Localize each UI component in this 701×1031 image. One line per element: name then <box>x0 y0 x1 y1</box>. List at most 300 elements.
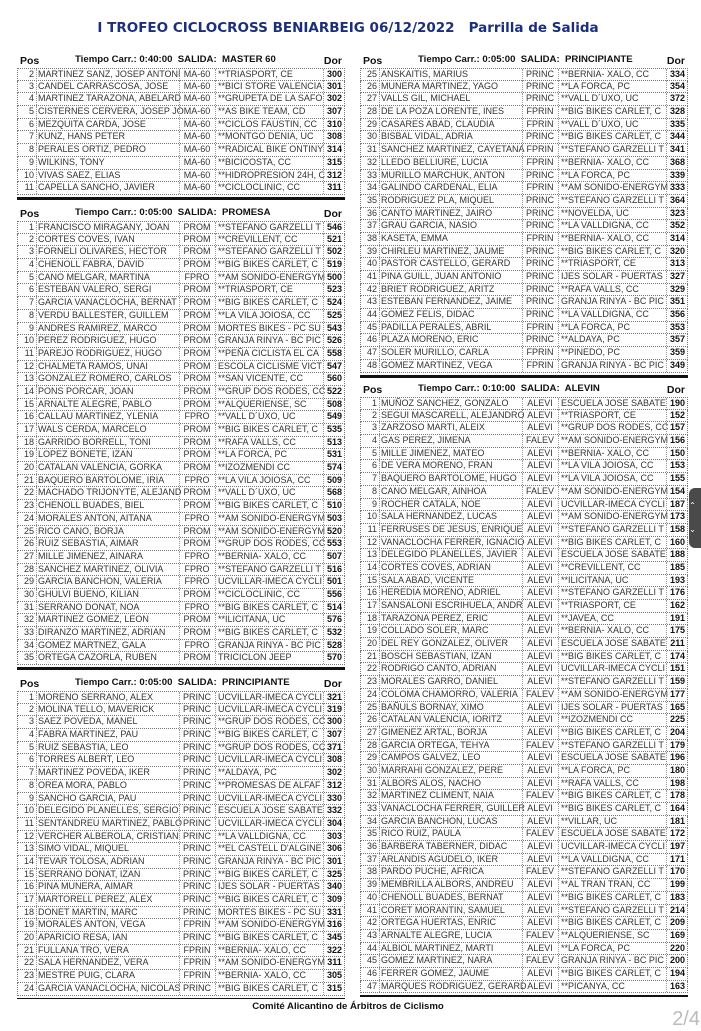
rider-cat: PRINC <box>179 983 214 995</box>
rider-dor: 520 <box>323 526 345 538</box>
rider-club: UCVILLAR-IMECA CYCLI <box>215 754 324 766</box>
rider-pos: 23 <box>23 500 34 511</box>
table-row <box>17 170 345 183</box>
rider-name: MARRAHI GONZALEZ, PERE <box>379 765 521 777</box>
race-time: Tiempo Carr.: 0:10:00 <box>418 383 516 394</box>
rider-cat: FALEV <box>522 435 557 447</box>
rider-club: TRICICLON JEEP <box>215 652 324 664</box>
rider-name: GARCIA BANCHON, LUCAS <box>379 816 521 828</box>
rider-dor: 187 <box>666 499 688 511</box>
rider-name: MARQUES RODRIGUEZ, GERARD <box>381 980 527 991</box>
rider-dor: 211 <box>666 638 688 650</box>
rider-name: GALINDO CARDENAL, ELIA <box>379 182 521 194</box>
rider-dor: 547 <box>323 361 345 373</box>
rider-dor: 322 <box>323 945 345 957</box>
rider-club: **BIG BIKES CARLET, C <box>215 424 324 436</box>
table-row <box>17 983 345 996</box>
rider-pos: 6 <box>28 754 34 765</box>
rider-club: **PEÑA CICLISTA EL CA <box>215 348 324 360</box>
table-row <box>360 778 688 791</box>
table-row <box>360 296 688 309</box>
rider-dor: 165 <box>666 702 688 714</box>
rider-name: CISTERNES CERVERA, JOSEP JO <box>38 106 184 117</box>
rider-pos: 18 <box>23 906 34 917</box>
rider-dor: 351 <box>666 296 688 308</box>
rider-pos: 41 <box>366 904 377 915</box>
rider-dor: 160 <box>666 537 688 549</box>
section-divider <box>17 197 345 200</box>
dor-header: Dor <box>323 678 342 690</box>
rider-name: DONET MARTIN, MARC <box>36 907 178 919</box>
table-row <box>17 131 345 144</box>
rider-club: **GRUP DOS RODES, CC <box>215 386 324 398</box>
rider-name: CHALMETA RAMOS, UNAI <box>36 361 178 373</box>
rider-dor: 308 <box>323 754 345 766</box>
rider-name: ORTEGA CAZORLA, RUBEN <box>36 652 178 664</box>
rider-cat: ALEVI <box>522 765 557 777</box>
rider-cat: FPRIN <box>522 360 557 372</box>
rider-cat: ALEVI <box>522 676 557 688</box>
rider-cat: FPRIN <box>522 144 557 156</box>
scroll-controls <box>689 488 701 548</box>
rider-cat: FPRO <box>179 475 214 487</box>
rider-club: ESCUELA JOSE SABATE <box>558 638 667 650</box>
rider-club: **ALDAYA, PC <box>558 334 667 346</box>
rider-name: TEVAR TOLOSA, ADRIAN <box>36 856 178 868</box>
start-list-section <box>17 205 345 670</box>
rider-name: BAQUERO BARTOLOME, HUGO <box>379 473 521 485</box>
rider-club: **IZOZMENDI CC <box>558 714 667 726</box>
rider-pos: 5 <box>28 741 34 752</box>
document-subtitle: Parrilla de Salida <box>468 20 599 36</box>
rider-dor: 181 <box>666 816 688 828</box>
rider-club: **GRUP DOS RODES, CC <box>558 422 667 434</box>
rider-cat: PRINC <box>179 894 214 906</box>
rider-club: **SAN VICENTE, CC <box>215 373 324 385</box>
table-row <box>360 144 688 157</box>
salida-label: SALIDA: <box>520 54 560 65</box>
rider-cat: FPRIN <box>179 970 214 982</box>
rider-cat: ALEVI <box>522 600 557 612</box>
rider-pos: 9 <box>28 322 34 333</box>
table-row <box>17 538 345 551</box>
rider-cat: PROM <box>179 399 214 411</box>
rider-cat: ALEVI <box>522 752 557 764</box>
rider-club: **LA VILA JOIOSA, CC <box>558 460 667 472</box>
table-row <box>17 373 345 386</box>
rider-dor: 310 <box>323 119 345 131</box>
rider-club: **LA FORCA, PC <box>558 943 667 955</box>
rider-club: **STEFANO GARZELLI T <box>558 524 667 536</box>
rider-name: CANDEL CARRASCOSA, JOSE <box>36 81 178 93</box>
rider-cat: MA-60 <box>179 170 214 182</box>
rider-cat: PRINC <box>522 309 557 321</box>
rider-name: PADILLA PERALES, ABRIL <box>379 322 521 334</box>
rider-pos: 17 <box>23 894 34 904</box>
rider-pos: 1 <box>371 398 377 408</box>
page-indicator: 2/4 <box>672 1008 700 1030</box>
rider-cat: PRINC <box>179 767 214 779</box>
rider-dor: 344 <box>666 131 688 143</box>
table-row <box>17 589 345 602</box>
table-row <box>17 526 345 539</box>
rider-cat: PROM <box>179 335 214 347</box>
table-row <box>17 894 345 907</box>
rider-dor: 330 <box>323 793 345 805</box>
table-row <box>17 335 345 348</box>
rider-dor: 560 <box>323 373 345 385</box>
rider-club: UCVILLAR-IMECA CYCLI <box>558 663 667 675</box>
rider-pos: 27 <box>366 93 377 104</box>
rider-dor: 521 <box>323 234 345 246</box>
rider-pos: 18 <box>23 436 34 447</box>
pos-header: Pos <box>363 384 383 396</box>
rider-cat: FALEV <box>522 930 557 942</box>
rider-cat: ALEVI <box>522 499 557 511</box>
rider-pos: 22 <box>366 663 377 674</box>
table-row <box>17 119 345 132</box>
rider-dor: 327 <box>666 271 688 283</box>
rider-pos: 5 <box>371 447 377 458</box>
rider-name: SIMO VIDAL, MIQUEL <box>36 843 178 855</box>
rider-pos: 24 <box>23 512 34 523</box>
rider-cat: ALEVI <box>522 879 557 891</box>
rider-dor: 204 <box>666 727 688 739</box>
rider-name: MILLE JIMENEZ, AINARA <box>36 551 178 563</box>
rider-pos: 20 <box>366 638 377 649</box>
pos-header: Pos <box>363 55 383 67</box>
rider-pos: 22 <box>23 957 34 968</box>
rider-cat: ALEVI <box>522 981 557 993</box>
rider-cat: PRINC <box>179 729 214 741</box>
rider-dor: 191 <box>666 613 688 625</box>
rider-club: **STEFANO GARZELLI T <box>558 740 667 752</box>
rider-dor: 313 <box>666 258 688 270</box>
rider-dor: 185 <box>666 562 688 574</box>
table-row <box>360 600 688 613</box>
rider-pos: 7 <box>28 297 34 308</box>
rider-pos: 26 <box>23 538 34 549</box>
rider-pos: 21 <box>23 474 34 485</box>
rider-club: **IZOZMENDI CC <box>215 462 324 474</box>
rider-name: MEZQUITA CARDA, JOSE <box>36 119 178 131</box>
table-row <box>17 157 345 170</box>
rider-table <box>17 691 345 996</box>
rider-cat: ALEVI <box>522 943 557 955</box>
rider-dor: 574 <box>323 462 345 474</box>
rider-name: CASARES ABAD, CLAUDIA <box>379 119 521 131</box>
rider-cat: ALEVI <box>522 841 557 853</box>
table-row <box>17 754 345 767</box>
rider-dor: 173 <box>666 511 688 523</box>
rider-dor: 323 <box>666 208 688 220</box>
rider-cat: ALEVI <box>522 398 557 410</box>
rider-name: BARBERA TABERNER, DIDAC <box>379 841 521 853</box>
rider-club: **CICLOCLINIC, CC <box>215 182 324 194</box>
rider-name: SOLER MURILLO, CARLA <box>379 347 521 359</box>
rider-name: RODRIGO CANTO, ADRIAN <box>379 663 521 675</box>
rider-pos: 32 <box>23 614 34 625</box>
rider-name: CHENOLL BUADES, BERNAT <box>379 892 521 904</box>
rider-name: TARAZONA PEREZ, ERIC <box>379 613 521 625</box>
rider-dor: 200 <box>666 955 688 967</box>
rider-dor: 311 <box>323 182 345 194</box>
rider-dor: 154 <box>666 486 688 498</box>
table-row <box>17 272 345 285</box>
rider-dor: 353 <box>666 322 688 334</box>
table-row <box>17 462 345 475</box>
rider-pos: 47 <box>366 980 377 991</box>
rider-table <box>17 68 345 195</box>
rider-cat: FPRO <box>179 564 214 576</box>
table-row <box>17 475 345 488</box>
rider-dor: 349 <box>666 360 688 372</box>
rider-dor: 171 <box>666 854 688 866</box>
rider-pos: 4 <box>28 93 34 104</box>
document-title <box>0 20 696 36</box>
rider-cat: PRINC <box>179 818 214 830</box>
rider-pos: 6 <box>371 460 377 471</box>
rider-club: **BIG BIKES CARLET, C <box>558 892 667 904</box>
rider-dor: 523 <box>323 284 345 296</box>
rider-cat: PRINC <box>179 754 214 766</box>
rider-club: **LA VALLDIGNA, CC <box>558 220 667 232</box>
rider-cat: ALEVI <box>522 727 557 739</box>
section-header <box>17 52 345 68</box>
section-header <box>360 381 688 397</box>
rider-club: **TRIASPORT, CE <box>558 600 667 612</box>
rider-club: ESCUELA JOSE SABATE <box>558 398 667 410</box>
rider-pos: 4 <box>371 435 377 446</box>
rider-cat: FPRIN <box>522 182 557 194</box>
rider-pos: 46 <box>366 967 377 978</box>
salida-label: SALIDA: <box>177 54 217 65</box>
rider-dor: 316 <box>323 919 345 931</box>
rider-pos: 15 <box>23 398 34 409</box>
rider-name: SANCHO GARCIA, PAU <box>36 793 178 805</box>
rider-name: CHIRLEU MARTINEZ, JAUME <box>379 246 521 258</box>
rider-pos: 4 <box>28 729 34 740</box>
rider-name: CORTES COVES, ADRIAN <box>379 562 521 574</box>
rider-name: ESTEBAN VALERO, SERGI <box>36 284 178 296</box>
rider-cat: FPRIN <box>179 957 214 969</box>
rider-name: ALBIOL MARTINEZ, MARTI <box>379 943 521 955</box>
rider-cat: PROM <box>179 373 214 385</box>
race-time: Tiempo Carr.: 0:05:00 <box>418 54 516 65</box>
rider-name: SALA HERNANDEZ, LUCAS <box>379 511 521 523</box>
rider-club: **AM SONIDO-ENERGYM <box>215 272 324 284</box>
rider-dor: 335 <box>666 119 688 131</box>
rider-club: **AM SONIDO-ENERGYM <box>558 435 667 447</box>
rider-club: **LA VALLDIGNA, CC <box>558 854 667 866</box>
rider-club: GRANJA RINYA - BC PIC <box>215 640 324 652</box>
rider-pos: 30 <box>366 764 377 775</box>
rider-cat: PRINC <box>179 793 214 805</box>
rider-club: GRANJA RINYA - BC PIC <box>558 296 667 308</box>
table-row <box>360 816 688 829</box>
rider-dor: 352 <box>666 220 688 232</box>
table-row <box>360 182 688 195</box>
rider-club: **BIG BIKES CARLET, C <box>558 537 667 549</box>
rider-pos: 35 <box>366 194 377 205</box>
rider-dor: 354 <box>666 81 688 93</box>
rider-cat: PROM <box>179 348 214 360</box>
table-row <box>360 702 688 715</box>
rider-dor: 357 <box>666 334 688 346</box>
rider-cat: ALEVI <box>522 575 557 587</box>
category-name: PRINCIPIANTE <box>222 677 290 688</box>
table-row <box>17 68 345 81</box>
rider-pos: 19 <box>366 625 377 636</box>
rider-cat: ALEVI <box>522 892 557 904</box>
table-row <box>17 704 345 717</box>
rider-club: UCVILLAR-IMECA CYCLI <box>558 841 667 853</box>
rider-pos: 30 <box>23 588 34 599</box>
rider-pos: 43 <box>366 296 377 307</box>
rider-dor: 576 <box>323 614 345 626</box>
rider-club: **GRUP DOS RODES, CC <box>215 742 324 754</box>
rider-pos: 29 <box>366 118 377 129</box>
table-row <box>17 564 345 577</box>
rider-cat: ALEVI <box>522 854 557 866</box>
rider-club: **BIG BIKES CARLET, C <box>215 500 324 512</box>
chevron-down-icon[interactable]: ⌄ <box>689 525 696 534</box>
rider-cat: FPRIN <box>522 322 557 334</box>
table-row <box>17 780 345 793</box>
rider-name: PARDO PUCHE, AFRICA <box>379 866 521 878</box>
table-row <box>17 144 345 157</box>
rider-name: LOPEZ BONETE, IZAN <box>36 449 178 461</box>
rider-pos: 39 <box>366 245 377 256</box>
rider-name: ORTEGA HUERTAS, ENRIC <box>379 917 521 929</box>
rider-cat: PRINC <box>522 258 557 270</box>
rider-club: **AM SONIDO-ENERGYM <box>558 511 667 523</box>
rider-cat: FPRO <box>179 551 214 563</box>
rider-pos: 24 <box>366 688 377 699</box>
rider-pos: 38 <box>366 232 377 243</box>
rider-club: **BICICOSTA, CC <box>215 157 324 169</box>
rider-club: **BIG BIKES CARLET, C <box>215 932 324 944</box>
table-row <box>360 917 688 930</box>
table-row <box>360 587 688 600</box>
rider-cat: ALEVI <box>522 905 557 917</box>
rider-name: CORTES COVES, IVAN <box>36 234 178 246</box>
rider-name: CANTO MARTINEZ, JAIRO <box>379 208 521 220</box>
rider-pos: 3 <box>28 246 34 257</box>
rider-pos: 28 <box>366 106 377 117</box>
rider-dor: 339 <box>666 170 688 182</box>
rider-dor: 163 <box>666 981 688 993</box>
rider-cat: PRINC <box>522 284 557 296</box>
rider-pos: 15 <box>23 868 34 879</box>
table-row <box>360 347 688 360</box>
rider-dor: 158 <box>666 524 688 536</box>
table-row <box>17 221 345 234</box>
rider-name: MARTINEZ TARAZONA, ABELARD <box>38 93 182 104</box>
table-row <box>360 81 688 94</box>
rider-name: HEREDIA MORENO, ADRIEL <box>379 587 521 599</box>
rider-pos: 25 <box>366 69 377 79</box>
rider-cat: PRINC <box>179 843 214 855</box>
rider-cat: PRINC <box>522 220 557 232</box>
rider-pos: 7 <box>371 473 377 484</box>
rider-pos: 12 <box>366 536 377 547</box>
rider-name: VANACLOCHA FERRER, IGNACIO <box>381 536 525 547</box>
rider-cat: ALEVI <box>522 473 557 485</box>
rider-club: UCVILLAR-IMECA CYCLI <box>215 818 324 830</box>
rider-dor: 321 <box>323 692 345 704</box>
rider-cat: FPRO <box>179 411 214 423</box>
rider-cat: ALEVI <box>522 702 557 714</box>
table-row <box>17 424 345 437</box>
rider-cat: PROM <box>179 323 214 335</box>
rider-pos: 7 <box>28 131 34 142</box>
rider-dor: 162 <box>666 600 688 612</box>
rider-dor: 502 <box>323 246 345 258</box>
rider-dor: 549 <box>323 411 345 423</box>
rider-dor: 302 <box>323 767 345 779</box>
table-row <box>17 487 345 500</box>
rider-cat: PRINC <box>522 131 557 143</box>
table-row <box>17 576 345 589</box>
rider-club: **TRIASPORT, CE <box>215 284 324 296</box>
rider-dor: 164 <box>666 803 688 815</box>
rider-name: COLOMA CHAMORRO, VALERIA <box>379 689 521 701</box>
rider-name: GONZALEZ ROMERO, CARLOS <box>36 373 178 385</box>
rider-pos: 2 <box>28 703 34 714</box>
start-list-section <box>360 381 688 997</box>
rider-name: ALBORS ALOS, NACHO <box>379 778 521 790</box>
table-row <box>360 930 688 943</box>
rider-club: MORTES BIKES - PC SU <box>215 907 324 919</box>
table-row <box>360 625 688 638</box>
table-row <box>360 360 688 373</box>
rider-pos: 3 <box>28 716 34 727</box>
rider-club: **PICANYA, CC <box>558 981 667 993</box>
rider-cat: PRINC <box>179 805 214 817</box>
table-row <box>360 246 688 259</box>
dor-header: Dor <box>666 55 685 67</box>
rider-dor: 507 <box>323 551 345 563</box>
rider-club: GRANJA RINYA - BC PIC <box>215 335 324 347</box>
rider-club: UCVILLAR-IMECA CYCLI <box>215 793 324 805</box>
chevron-up-icon[interactable]: ⌃ <box>689 501 696 510</box>
rider-pos: 28 <box>366 739 377 750</box>
table-row <box>360 511 688 524</box>
rider-pos: 10 <box>23 169 34 180</box>
rider-name: SANCHEZ MARTINEZ, OLIVIA <box>36 564 178 576</box>
rider-name: CALLAU MARTINEZ, YLENIA <box>36 411 178 423</box>
rider-pos: 11 <box>24 347 34 358</box>
rider-name: FRANCISCO MIRAGANY, JOAN <box>36 222 178 234</box>
race-time: Tiempo Carr.: 0:05:00 <box>75 677 173 688</box>
rider-name: RODRIGUEZ PLA, MIQUEL <box>379 195 521 207</box>
rider-pos: 15 <box>366 574 377 585</box>
rider-pos: 2 <box>28 233 34 244</box>
rider-name: BISBAL VIDAL, ADRIA <box>379 131 521 143</box>
rider-club: MORTES BIKES - PC SU <box>215 323 324 335</box>
table-row <box>360 334 688 347</box>
rider-cat: PRINC <box>179 780 214 792</box>
rider-cat: FALEV <box>522 486 557 498</box>
rider-pos: 20 <box>23 462 34 473</box>
rider-dor: 522 <box>323 386 345 398</box>
rider-dor: 214 <box>666 905 688 917</box>
rider-pos: 8 <box>28 309 34 320</box>
rider-name: ZARZOSO MARTI, ALEIX <box>379 422 521 434</box>
start-list-section <box>17 675 345 999</box>
table-row <box>17 945 345 958</box>
